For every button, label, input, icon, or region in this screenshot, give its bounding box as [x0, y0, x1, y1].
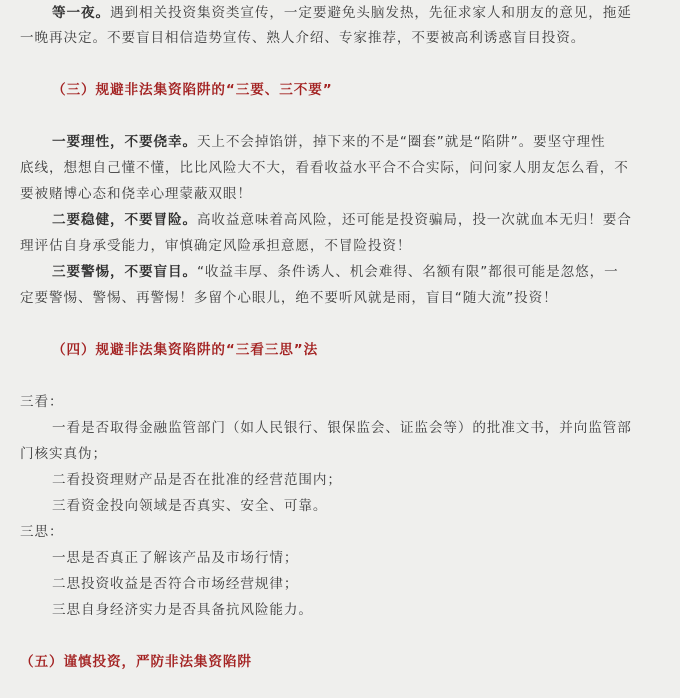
s3-p3-text: “收益丰厚、条件诱人、机会难得、名额有限”都很可能是忽悠，一 [196, 264, 619, 280]
think-3: 三思自身经济实力是否具备抗风险能力。 [52, 602, 313, 618]
s3-p1-line-3: 要被赌博心态和侥幸心理蒙蔽双眼！ [20, 186, 252, 202]
intro-bold: 等一夜。 [52, 5, 110, 21]
think-1: 一思是否真正了解该产品及市场行情； [52, 550, 299, 566]
look-label: 三看： [20, 394, 64, 410]
intro-line-2: 一晚再决定。不要盲目相信造势宣传、熟人介绍、专家推荐，不要被高利诱惑盲目投资。 [20, 30, 586, 46]
section-4-heading: （四）规避非法集资陷阱的“三看三思”法 [52, 342, 319, 358]
think-label: 三思： [20, 524, 64, 540]
s3-p1-text: 天上不会掉馅饼，掉下来的不是“圈套”就是“陷阱”。要坚守理性 [196, 134, 606, 150]
s3-p3-bold: 三要警惕，不要盲目。 [52, 264, 197, 280]
s3-p3-line-1 [52, 259, 662, 285]
intro-line-1 [52, 0, 662, 26]
look-3: 三看资金投向领域是否真实、安全、可靠。 [52, 498, 328, 514]
s3-p2-line-2: 理评估自身承受能力，审慎确定风险承担意愿，不冒险投资！ [20, 238, 412, 254]
s3-p1-line-2: 底线，想想自己懂不懂，比比风险大不大，看看收益水平合不合实际，问问家人朋友怎么看，不 [20, 160, 629, 176]
s3-p1-bold: 一要理性，不要侥幸。 [52, 134, 197, 150]
s3-p2-bold: 二要稳健，不要冒险。 [52, 212, 197, 228]
s3-p1-line-1 [52, 129, 662, 155]
section-5-heading: （五）谨慎投资，严防非法集资陷阱 [20, 654, 252, 670]
intro-text: 遇到相关投资集资类宣传，一定要避免头脑发热，先征求家人和朋友的意见，拖延 [109, 5, 632, 21]
s3-p3-line-2: 定要警惕、警惕、再警惕！多留个心眼儿，绝不要听风就是雨，盲目“随大流”投资！ [20, 290, 558, 306]
s3-p2-text: 高收益意味着高风险，还可能是投资骗局，投一次就血本无归！要合 [196, 212, 632, 228]
think-2: 二思投资收益是否符合市场经营规律； [52, 576, 299, 592]
look-2: 二看投资理财产品是否在批准的经营范围内； [52, 472, 342, 488]
section-3-heading: （三）规避非法集资陷阱的“三要、三不要” [52, 82, 333, 98]
s3-p2-line-1 [52, 207, 662, 233]
look-1-line-2: 门核实真伪； [20, 446, 107, 462]
look-1-line-1: 一看是否取得金融监管部门（如人民银行、银保监会、证监会等）的批准文书，并向监管部 [52, 420, 632, 436]
